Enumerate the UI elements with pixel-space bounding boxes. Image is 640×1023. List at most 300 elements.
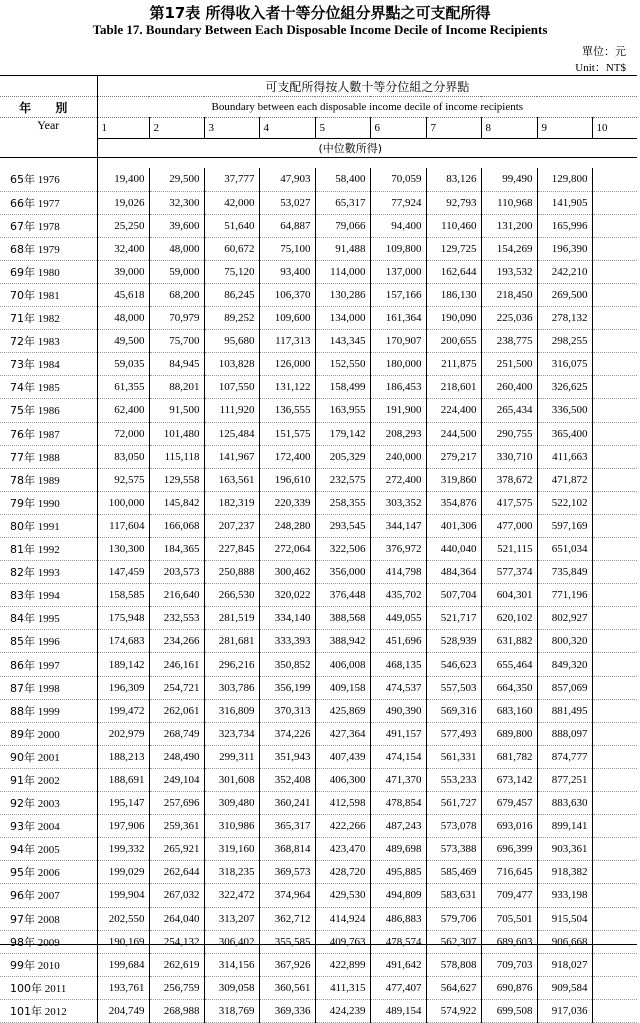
boundary-value: 68,200 [149,283,204,306]
boundary-value: 244,500 [426,422,481,445]
empty-cell [592,283,637,306]
boundary-value: 175,948 [97,607,149,630]
boundary-value: 849,320 [537,653,592,676]
boundary-value: 574,922 [426,999,481,1022]
boundary-value: 771,196 [537,584,592,607]
boundary-value: 161,364 [370,307,426,330]
boundary-value: 265,434 [481,399,537,422]
empty-cell [592,353,637,376]
year-cell [0,422,97,445]
empty-cell [592,307,637,330]
boundary-value: 440,040 [426,538,481,561]
boundary-value: 673,142 [481,768,537,791]
boundary-value: 93,400 [259,260,315,283]
boundary-value: 883,630 [537,792,592,815]
boundary-value: 268,988 [149,999,204,1022]
empty-cell [592,722,637,745]
boundary-value: 429,530 [315,884,370,907]
boundary-value: 407,439 [315,745,370,768]
empty-cell [592,976,637,999]
ad-year: 2005 [37,844,60,857]
empty-cell [592,653,637,676]
boundary-value: 100,000 [97,491,149,514]
boundary-value: 903,361 [537,838,592,861]
ad-year: 1999 [37,705,60,718]
boundary-value: 250,888 [204,561,259,584]
decile-header-5: 5 [315,118,370,139]
boundary-value: 690,876 [481,976,537,999]
ad-year: 2009 [37,936,60,949]
page-title-zh: 第17表 所得收入者十等分位組分界點之可支配所得 [149,4,491,22]
boundary-value: 412,598 [315,792,370,815]
boundary-value: 196,309 [97,676,149,699]
boundary-value: 47,903 [259,168,315,191]
year-cell [0,561,97,584]
table-row [0,861,637,884]
roc-year: 77年 [10,450,35,464]
boundary-value: 336,500 [537,399,592,422]
ad-year: 1984 [37,359,60,372]
ad-year: 2012 [44,1005,67,1018]
boundary-value: 323,734 [204,722,259,745]
boundary-value: 406,300 [315,768,370,791]
median-label: (中位數所得) [97,139,637,158]
boundary-value: 301,608 [204,768,259,791]
boundary-value: 224,400 [426,399,481,422]
boundary-value: 265,921 [149,838,204,861]
boundary-value: 51,640 [204,214,259,237]
boundary-value: 48,000 [97,307,149,330]
decile-header-7: 7 [426,118,481,139]
ad-year: 1976 [37,174,60,187]
empty-cell [592,768,637,791]
table-row [0,260,637,283]
boundary-value: 352,408 [259,768,315,791]
boundary-value: 248,280 [259,514,315,537]
empty-cell [592,191,637,214]
boundary-value: 915,504 [537,907,592,930]
boundary-value: 174,683 [97,630,149,653]
boundary-value: 94,400 [370,214,426,237]
table-row [0,353,637,376]
boundary-value: 369,336 [259,999,315,1022]
table-row [0,607,637,630]
ad-year: 1977 [37,197,60,210]
boundary-value: 60,672 [204,237,259,260]
table-body [0,168,637,1022]
boundary-value: 365,317 [259,815,315,838]
boundary-value: 577,374 [481,561,537,584]
boundary-value: 125,484 [204,422,259,445]
empty-cell [592,491,637,514]
year-cell [0,768,97,791]
table-row [0,561,637,584]
year-cell [0,653,97,676]
boundary-value: 147,459 [97,561,149,584]
boundary-value: 39,000 [97,260,149,283]
table-row [0,283,637,306]
boundary-value: 322,506 [315,538,370,561]
year-cell [0,907,97,930]
boundary-value: 199,684 [97,953,149,976]
boundary-value: 354,876 [426,491,481,514]
boundary-value: 141,905 [537,191,592,214]
boundary-value: 260,400 [481,376,537,399]
boundary-value: 877,251 [537,768,592,791]
ad-year: 1978 [37,220,60,233]
empty-cell [592,399,637,422]
boundary-value: 546,623 [426,653,481,676]
year-cell [0,976,97,999]
boundary-value: 424,239 [315,999,370,1022]
boundary-value: 109,600 [259,307,315,330]
boundary-value: 99,490 [481,168,537,191]
boundary-value: 709,703 [481,953,537,976]
boundary-value: 165,996 [537,214,592,237]
boundary-value: 106,370 [259,283,315,306]
boundary-value: 376,448 [315,584,370,607]
table-row [0,768,637,791]
boundary-value: 356,000 [315,561,370,584]
boundary-value: 258,355 [315,491,370,514]
table-row [0,191,637,214]
boundary-value: 186,130 [426,283,481,306]
ad-year: 1991 [37,520,60,533]
year-cell [0,722,97,745]
year-cell [0,538,97,561]
boundary-value: 303,352 [370,491,426,514]
roc-year: 96年 [10,889,35,903]
boundary-value: 154,269 [481,237,537,260]
boundary-value: 651,034 [537,538,592,561]
boundary-value: 216,640 [149,584,204,607]
roc-year: 91年 [10,773,35,787]
boundary-value: 254,721 [149,676,204,699]
empty-cell [592,214,637,237]
boundary-value: 39,600 [149,214,204,237]
table-row [0,422,637,445]
boundary-value: 290,755 [481,422,537,445]
boundary-value: 117,313 [259,330,315,353]
year-cell [0,353,97,376]
year-cell [0,699,97,722]
table-row [0,699,637,722]
boundary-value: 32,400 [97,237,149,260]
boundary-value: 262,644 [149,861,204,884]
boundary-value: 478,854 [370,792,426,815]
boundary-value: 111,920 [204,399,259,422]
boundary-value: 491,157 [370,722,426,745]
table-row [0,999,637,1022]
boundary-value: 477,000 [481,514,537,537]
table-row [0,584,637,607]
boundary-value: 75,700 [149,330,204,353]
income-decile-table [0,75,637,1023]
year-cell [0,514,97,537]
boundary-value: 487,243 [370,815,426,838]
boundary-value: 58,400 [315,168,370,191]
boundary-value: 126,000 [259,353,315,376]
unit-label-en: Unit：NT$ [575,62,626,74]
boundary-value: 49,500 [97,330,149,353]
boundary-value: 735,849 [537,561,592,584]
boundary-value: 521,717 [426,607,481,630]
boundary-value: 32,300 [149,191,204,214]
table-row [0,976,637,999]
boundary-value: 322,472 [204,884,259,907]
boundary-value: 225,036 [481,307,537,330]
boundary-value: 268,749 [149,722,204,745]
empty-cell [592,930,637,953]
table-row [0,214,637,237]
boundary-value: 191,900 [370,399,426,422]
empty-cell [592,907,637,930]
boundary-value: 367,926 [259,953,315,976]
boundary-value: 521,115 [481,538,537,561]
year-cell [0,792,97,815]
boundary-value: 471,370 [370,768,426,791]
boundary-value: 45,618 [97,283,149,306]
boundary-value: 484,364 [426,561,481,584]
boundary-value: 933,198 [537,884,592,907]
boundary-value: 158,585 [97,584,149,607]
boundary-value: 143,345 [315,330,370,353]
boundary-value: 489,698 [370,838,426,861]
boundary-value: 802,927 [537,607,592,630]
boundary-value: 414,798 [370,561,426,584]
boundary-value: 129,725 [426,237,481,260]
boundary-value: 344,147 [370,514,426,537]
ad-year: 1995 [37,613,60,626]
boundary-value: 689,603 [481,930,537,953]
ad-year: 2000 [37,728,60,741]
roc-year: 67年 [10,219,35,233]
table-row [0,630,637,653]
boundary-value: 604,301 [481,584,537,607]
boundary-value: 248,490 [149,745,204,768]
table-row [0,907,637,930]
ad-year: 1989 [37,474,60,487]
decile-header-4: 4 [259,118,315,139]
year-cell [0,930,97,953]
boundary-value: 281,519 [204,607,259,630]
boundary-value: 179,142 [315,422,370,445]
boundary-value: 303,786 [204,676,259,699]
boundary-value: 19,026 [97,191,149,214]
boundary-value: 330,710 [481,445,537,468]
ad-year: 1994 [37,590,60,603]
boundary-value: 489,154 [370,999,426,1022]
roc-year: 90年 [10,750,35,764]
ad-year: 1983 [37,336,60,349]
roc-year: 99年 [10,958,35,972]
ad-year: 1997 [37,659,60,672]
boundary-value: 909,584 [537,976,592,999]
boundary-value: 232,575 [315,468,370,491]
boundary-value: 314,156 [204,953,259,976]
empty-cell [592,445,637,468]
empty-cell [592,422,637,445]
boundary-value: 388,942 [315,630,370,653]
year-cell [0,884,97,907]
roc-year: 94年 [10,843,35,857]
empty-cell [592,792,637,815]
year-cell [0,260,97,283]
boundary-value: 163,561 [204,468,259,491]
roc-year: 71年 [10,312,35,326]
year-cell [0,607,97,630]
boundary-value: 131,200 [481,214,537,237]
boundary-value: 561,331 [426,745,481,768]
table-row [0,745,637,768]
boundary-value: 62,400 [97,399,149,422]
roc-year: 78年 [10,473,35,487]
boundary-value: 320,022 [259,584,315,607]
boundary-value: 316,075 [537,353,592,376]
boundary-value: 333,393 [259,630,315,653]
empty-cell [592,330,637,353]
boundary-value: 103,828 [204,353,259,376]
boundary-value: 75,100 [259,237,315,260]
boundary-value: 262,619 [149,953,204,976]
boundary-value: 19,400 [97,168,149,191]
boundary-value: 115,118 [149,445,204,468]
boundary-value: 204,749 [97,999,149,1022]
roc-year: 88年 [10,704,35,718]
boundary-value: 91,500 [149,399,204,422]
boundary-value: 409,158 [315,676,370,699]
boundary-value: 109,800 [370,237,426,260]
roc-year: 73年 [10,358,35,372]
year-cell [0,399,97,422]
boundary-value: 196,610 [259,468,315,491]
boundary-value: 61,355 [97,376,149,399]
boundary-value: 158,499 [315,376,370,399]
roc-year: 79年 [10,496,35,510]
boundary-value: 716,645 [481,861,537,884]
boundary-value: 88,201 [149,376,204,399]
boundary-value: 490,390 [370,699,426,722]
ad-year: 1990 [37,497,60,510]
boundary-value: 299,311 [204,745,259,768]
year-cell [0,861,97,884]
boundary-value: 319,160 [204,838,259,861]
boundary-value: 202,550 [97,907,149,930]
table-row [0,653,637,676]
ad-year: 1982 [37,313,60,326]
boundary-value: 376,972 [370,538,426,561]
roc-year: 75年 [10,404,35,418]
decile-header-8: 8 [481,118,537,139]
boundary-value: 151,575 [259,422,315,445]
boundary-value: 355,585 [259,930,315,953]
boundary-value: 208,293 [370,422,426,445]
boundary-value: 917,036 [537,999,592,1022]
ad-year: 1988 [37,451,60,464]
roc-year: 65年 [10,173,35,187]
boundary-value: 117,604 [97,514,149,537]
boundary-value: 388,568 [315,607,370,630]
empty-cell [592,999,637,1022]
boundary-value: 267,032 [149,884,204,907]
boundary-value: 193,761 [97,976,149,999]
boundary-value: 709,477 [481,884,537,907]
boundary-value: 422,899 [315,953,370,976]
roc-year: 72年 [10,335,35,349]
boundary-value: 190,090 [426,307,481,330]
boundary-value: 474,537 [370,676,426,699]
roc-year: 68年 [10,242,35,256]
ad-year: 1987 [37,428,60,441]
boundary-value: 266,530 [204,584,259,607]
boundary-value: 585,469 [426,861,481,884]
boundary-value: 326,625 [537,376,592,399]
boundary-value: 705,501 [481,907,537,930]
boundary-value: 89,252 [204,307,259,330]
boundary-value: 205,329 [315,445,370,468]
boundary-value: 137,000 [370,260,426,283]
year-cell [0,815,97,838]
boundary-value: 114,000 [315,260,370,283]
boundary-value: 129,558 [149,468,204,491]
year-header-en: Year [37,118,60,132]
group-header-en: Boundary between each disposable income decile of income recipients [97,97,637,118]
boundary-value: 182,319 [204,491,259,514]
group-header-zh: 可支配所得按人數十等分位組之分界點 [97,76,637,97]
roc-year: 70年 [10,289,35,303]
boundary-value: 478,574 [370,930,426,953]
boundary-value: 211,875 [426,353,481,376]
boundary-value: 65,317 [315,191,370,214]
boundary-value: 59,000 [149,260,204,283]
ad-year: 1985 [37,382,60,395]
boundary-value: 906,668 [537,930,592,953]
year-cell [0,838,97,861]
table-row [0,792,637,815]
table-row [0,445,637,468]
boundary-value: 95,680 [204,330,259,353]
year-cell [0,214,97,237]
empty-cell [592,815,637,838]
empty-cell [592,630,637,653]
boundary-value: 259,361 [149,815,204,838]
table-row [0,676,637,699]
boundary-value: 573,388 [426,838,481,861]
boundary-value: 689,800 [481,722,537,745]
boundary-value: 313,207 [204,907,259,930]
year-cell [0,376,97,399]
ad-year: 2006 [37,867,60,880]
table-row [0,538,637,561]
ad-year: 2011 [44,982,67,995]
boundary-value: 417,575 [481,491,537,514]
boundary-value: 199,029 [97,861,149,884]
boundary-value: 92,793 [426,191,481,214]
boundary-value: 72,000 [97,422,149,445]
boundary-value: 471,872 [537,468,592,491]
boundary-value: 42,000 [204,191,259,214]
boundary-value: 474,154 [370,745,426,768]
boundary-value: 157,166 [370,283,426,306]
empty-cell [592,607,637,630]
boundary-value: 620,102 [481,607,537,630]
year-cell [0,168,97,191]
roc-year: 95年 [10,866,35,880]
boundary-value: 494,809 [370,884,426,907]
boundary-value: 800,320 [537,630,592,653]
table-row [0,168,637,191]
boundary-value: 406,008 [315,653,370,676]
